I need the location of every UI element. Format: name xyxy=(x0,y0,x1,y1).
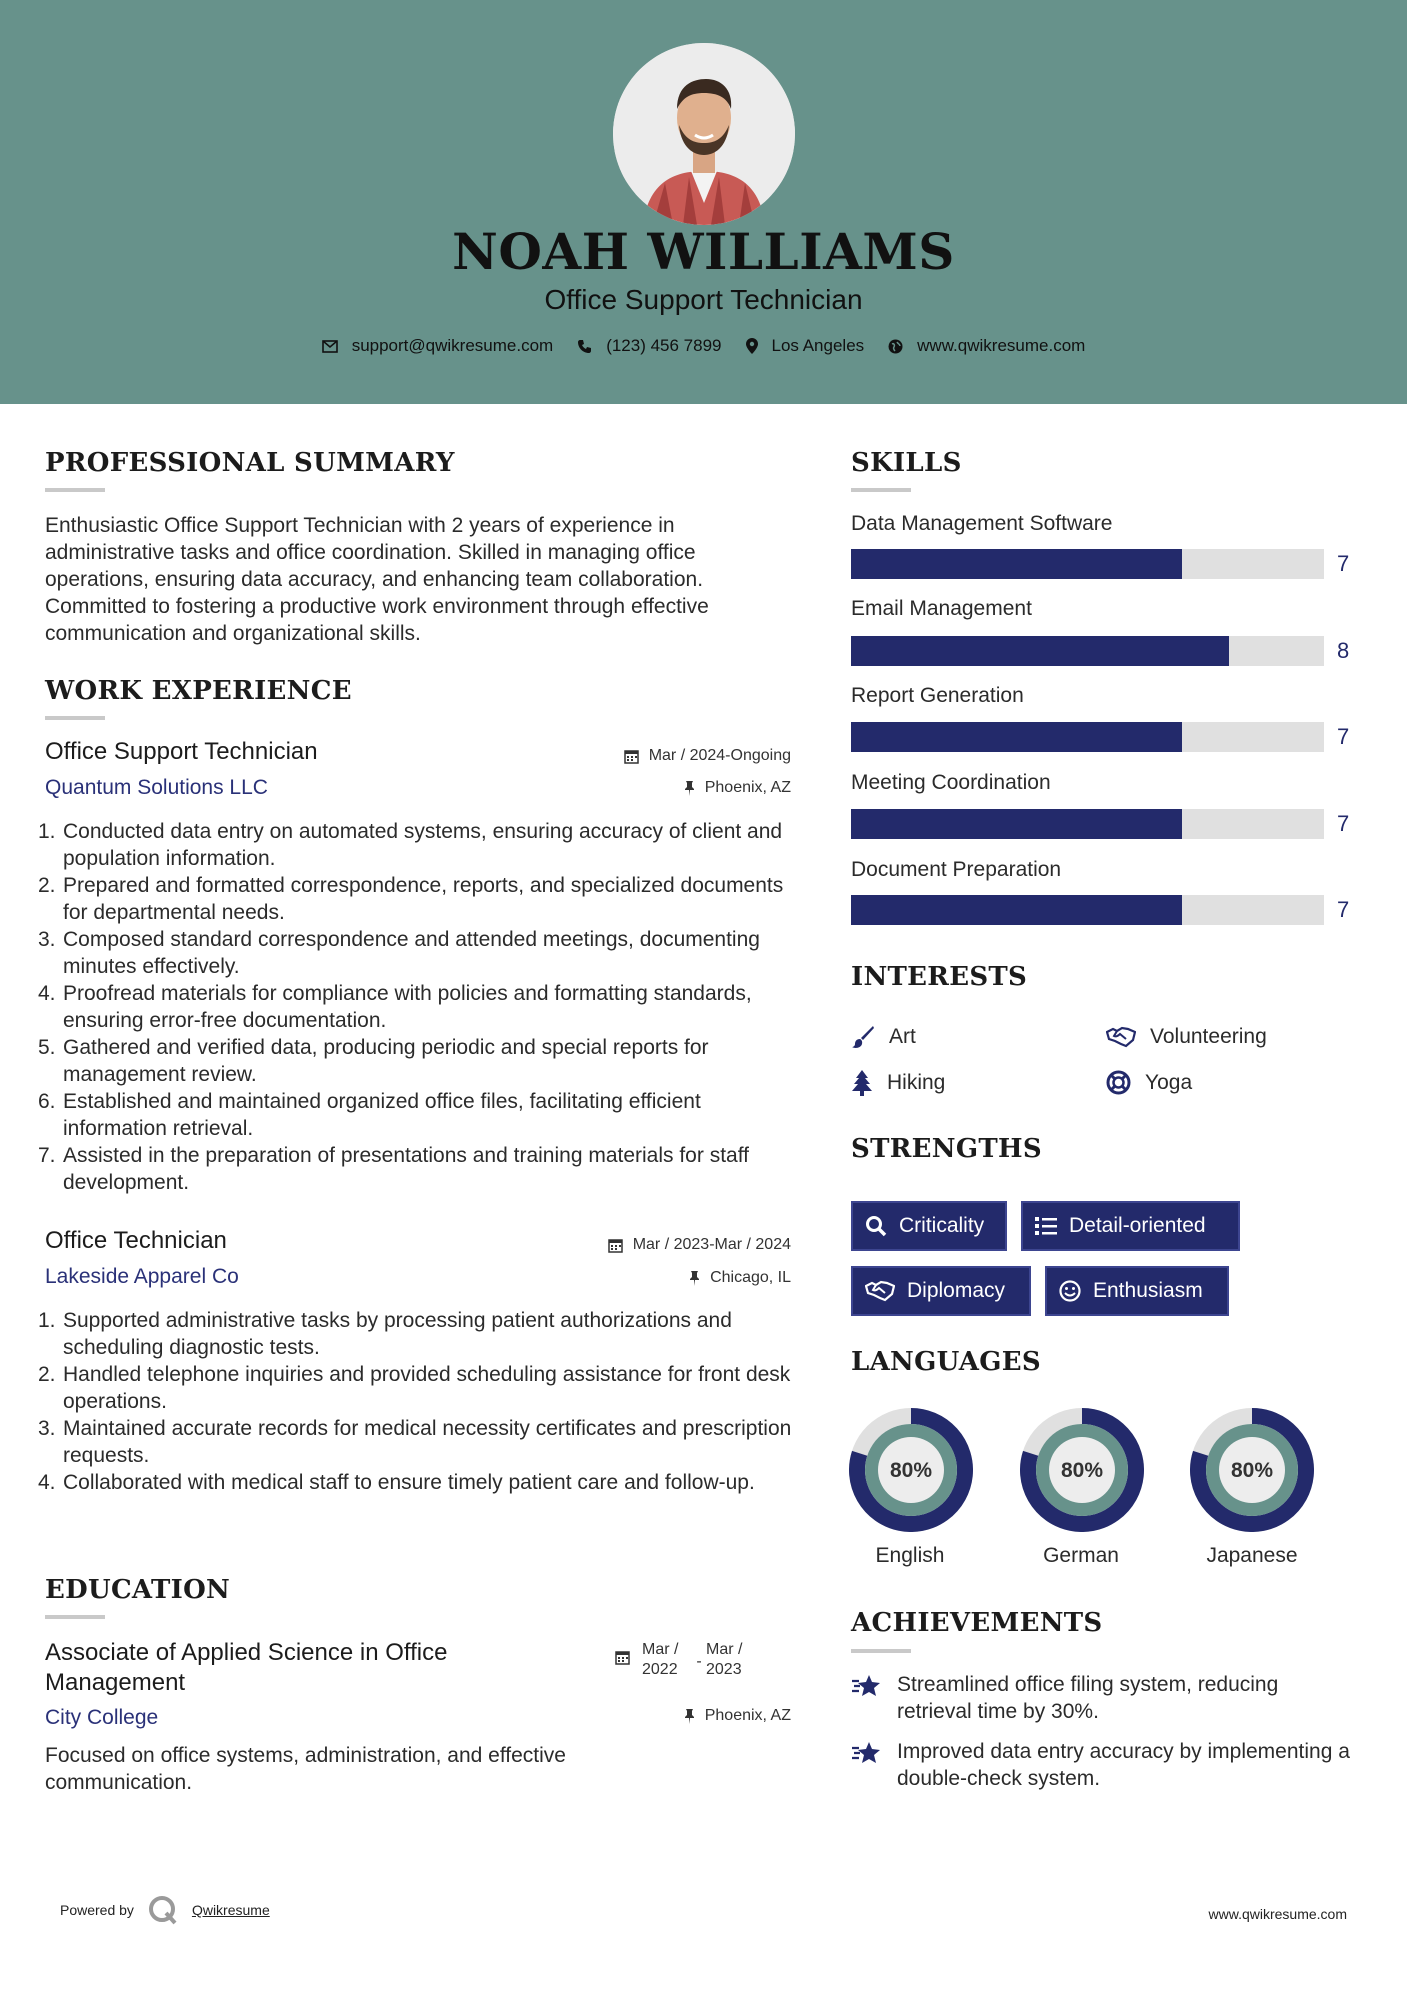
duty-text: Supported administrative tasks by processing patient authorizations and scheduling diagnostic tests. xyxy=(63,1309,732,1359)
list-item: 5. Gathered and verified data, producing periodic and special reports for management review. xyxy=(38,1036,709,1086)
website-text: www.qwikresume.com xyxy=(917,336,1086,355)
skills-divider xyxy=(851,488,911,492)
skills-heading: SKILLS xyxy=(851,448,962,478)
degree-title: Associate of Applied Science in Office Management xyxy=(45,1639,448,1696)
job-title: Office Technician xyxy=(45,1227,227,1254)
skill-bar xyxy=(851,636,1324,666)
globe-icon xyxy=(888,339,903,354)
skill-bar xyxy=(851,722,1324,752)
list-item: 1. Supported administrative tasks by processing patient authorizations and scheduling diagnostic tests. xyxy=(38,1309,732,1359)
summary-heading: PROFESSIONAL SUMMARY xyxy=(45,448,455,478)
footer-powered-by xyxy=(60,1895,270,1925)
education-location-text: Phoenix, AZ xyxy=(704,1707,791,1724)
experience-divider xyxy=(45,716,105,720)
contact-phone[interactable] xyxy=(577,336,721,356)
calendar-icon xyxy=(624,749,639,764)
job-location xyxy=(560,779,791,797)
skill-value: 7 xyxy=(1337,811,1350,836)
list-item: 3. Composed standard correspondence and attended meetings, documenting minutes effectively. xyxy=(38,928,760,978)
job-company: Quantum Solutions LLC xyxy=(45,776,268,799)
skill-bar-fill xyxy=(851,722,1182,752)
strength-label: Detail-oriented xyxy=(1069,1214,1206,1237)
achievement-item xyxy=(851,1671,1351,1725)
achievement-text: Improved data entry accuracy by implementing a double-check system. xyxy=(897,1740,1350,1790)
list-item: 3. Maintained accurate records for medical necessity certificates and prescription requests. xyxy=(38,1417,792,1467)
contact-website[interactable] xyxy=(888,336,1085,356)
skill-bar-fill xyxy=(851,895,1182,925)
job-duties-list xyxy=(38,1307,798,1496)
experience-heading: WORK EXPERIENCE xyxy=(45,676,352,706)
qwikresume-logo-icon xyxy=(148,1895,178,1925)
interest-item xyxy=(1106,1070,1192,1095)
job-location xyxy=(560,1269,791,1287)
language-name: Japanese xyxy=(1206,1544,1298,1567)
pushpin-icon xyxy=(689,1271,700,1286)
duty-text: Gathered and verified data, producing periodic and special reports for management review. xyxy=(63,1036,709,1086)
skill-bar xyxy=(851,549,1324,579)
language-name: German xyxy=(1043,1544,1119,1567)
skill-label: Email Management xyxy=(851,597,1032,620)
map-pin-icon xyxy=(746,338,758,354)
languages-heading: LANGUAGES xyxy=(851,1347,1041,1377)
skill-label: Report Generation xyxy=(851,684,1024,707)
job-location-text: Chicago, IL xyxy=(710,1269,791,1286)
phone-icon xyxy=(577,339,592,354)
list-item: 4. Collaborated with medical staff to ensure timely patient care and follow-up. xyxy=(38,1471,755,1494)
skill-label: Document Preparation xyxy=(851,858,1062,881)
interest-label: Yoga xyxy=(1145,1070,1193,1094)
list-item: 4. Proofread materials for compliance with policies and formatting standards, ensuring error-free documentation. xyxy=(38,982,752,1032)
contact-location xyxy=(746,336,865,356)
candidate-role: Office Support Technician xyxy=(544,284,863,315)
pushpin-icon xyxy=(684,781,695,796)
skill-value: 8 xyxy=(1337,638,1350,663)
list-item: 1. Conducted data entry on automated systems, ensuring accuracy of client and population information. xyxy=(38,820,783,870)
interest-item xyxy=(1106,1025,1267,1049)
calendar-icon xyxy=(608,1238,623,1253)
gauge-percent: 80% xyxy=(889,1459,933,1482)
skill-bar xyxy=(851,809,1324,839)
smile-icon xyxy=(1059,1280,1081,1302)
list-icon xyxy=(1035,1216,1057,1236)
profile-photo xyxy=(613,43,795,225)
language-gauge xyxy=(1190,1408,1314,1532)
search-icon xyxy=(865,1215,887,1237)
education-location xyxy=(560,1707,791,1725)
skill-value: 7 xyxy=(1337,551,1350,576)
email-text: support@qwikresume.com xyxy=(351,336,554,355)
interests-heading: INTERESTS xyxy=(851,962,1028,992)
star-award-icon xyxy=(851,1740,883,1766)
interest-item xyxy=(851,1025,916,1049)
calendar-icon xyxy=(615,1650,630,1665)
list-item: 2. Handled telephone inquiries and provided scheduling assistance for front desk operations. xyxy=(38,1363,791,1413)
gauge-percent: 80% xyxy=(1230,1459,1274,1482)
resume-header xyxy=(0,0,1407,404)
pushpin-icon xyxy=(684,1709,695,1724)
education-description: Focused on office systems, administration, and effective communication. xyxy=(45,1744,566,1794)
skill-bar-fill xyxy=(851,809,1182,839)
job-dates xyxy=(540,1236,791,1254)
skill-bar xyxy=(851,895,1324,925)
strength-tag xyxy=(1021,1201,1240,1251)
skill-bar-fill xyxy=(851,549,1182,579)
interest-item xyxy=(851,1070,945,1096)
skill-label: Data Management Software xyxy=(851,512,1113,535)
education-heading: EDUCATION xyxy=(45,1575,231,1605)
achievement-text: Streamlined office filing system, reducing retrieval time by 30%. xyxy=(897,1673,1279,1723)
duty-text: Collaborated with medical staff to ensure timely patient care and follow-up. xyxy=(63,1471,755,1494)
brand-link[interactable]: Qwikresume xyxy=(191,1902,270,1918)
job-duties-list xyxy=(38,818,798,1196)
contact-bar xyxy=(0,336,1407,356)
interest-label: Volunteering xyxy=(1150,1025,1267,1048)
summary-text: Enthusiastic Office Support Technician with 2 years of experience in administrative tasks and office coordination. Skilled in managing office operations, ensuring data accuracy, and enhancing team collaboration. Committed to fostering a productive work environment through effective communication and organizational skills. xyxy=(45,514,709,645)
list-item: 6. Established and maintained organized office files, facilitating efficient information retrieval. xyxy=(38,1090,701,1140)
location-text: Los Angeles xyxy=(771,336,865,355)
language-name: English xyxy=(875,1544,945,1567)
duty-text: Prepared and formatted correspondence, reports, and specialized documents for departmental needs. xyxy=(63,874,784,924)
education-divider xyxy=(45,1615,105,1619)
list-item: 7. Assisted in the preparation of presentations and training materials for staff development. xyxy=(38,1144,749,1194)
handshake-icon xyxy=(1106,1026,1136,1048)
envelope-icon xyxy=(322,340,338,353)
powered-by-text: Powered by xyxy=(60,1902,134,1918)
duty-text: Handled telephone inquiries and provided scheduling assistance for front desk operations. xyxy=(63,1363,791,1413)
job-company: Lakeside Apparel Co xyxy=(45,1265,239,1288)
phone-text: (123) 456 7899 xyxy=(606,336,722,355)
strength-label: Enthusiasm xyxy=(1093,1279,1203,1302)
job-location-text: Phoenix, AZ xyxy=(704,779,791,796)
job-dates xyxy=(560,747,791,765)
strength-tag xyxy=(851,1266,1031,1316)
job-dates-text: Mar / 2023-Mar / 2024 xyxy=(632,1236,791,1253)
duty-text: Conducted data entry on automated systems, ensuring accuracy of client and population information. xyxy=(63,820,783,870)
job-dates-text: Mar / 2024-Ongoing xyxy=(648,747,791,764)
lifebuoy-icon xyxy=(1106,1070,1131,1095)
interest-label: Art xyxy=(889,1025,916,1048)
strengths-heading: STRENGTHS xyxy=(851,1134,1042,1164)
duty-text: Established and maintained organized office files, facilitating efficient information retrieval. xyxy=(63,1090,701,1140)
star-award-icon xyxy=(851,1673,883,1699)
language-gauge xyxy=(849,1408,973,1532)
achievement-item xyxy=(851,1738,1351,1792)
language-gauge xyxy=(1020,1408,1144,1532)
skill-value: 7 xyxy=(1337,724,1350,749)
interest-label: Hiking xyxy=(887,1071,946,1094)
skill-label: Meeting Coordination xyxy=(851,771,1051,794)
list-item: 2. Prepared and formatted correspondence, reports, and specialized documents for departmental needs. xyxy=(38,874,784,924)
candidate-name: NOAH WILLIAMS xyxy=(452,222,955,281)
paintbrush-icon xyxy=(851,1025,875,1049)
footer-website[interactable]: www.qwikresume.com xyxy=(1208,1906,1347,1922)
duty-text: Composed standard correspondence and attended meetings, documenting minutes effectively. xyxy=(63,928,760,978)
achievements-heading: ACHIEVEMENTS xyxy=(851,1608,1103,1638)
contact-email[interactable] xyxy=(322,336,554,356)
strength-tag xyxy=(1045,1266,1229,1316)
strength-label: Diplomacy xyxy=(907,1279,1006,1302)
skill-bar-fill xyxy=(851,636,1229,666)
education-start: Mar / 2022 xyxy=(642,1641,679,1678)
achievements-divider xyxy=(851,1649,911,1653)
skill-value: 7 xyxy=(1337,897,1350,922)
date-separator: - xyxy=(696,1653,702,1670)
duty-text: Maintained accurate records for medical necessity certificates and prescription requests. xyxy=(63,1417,792,1467)
summary-divider xyxy=(45,488,105,492)
education-dates xyxy=(615,1640,756,1684)
duty-text: Assisted in the preparation of presentations and training materials for staff development. xyxy=(63,1144,749,1194)
job-title: Office Support Technician xyxy=(45,738,318,765)
strength-label: Criticality xyxy=(899,1214,985,1237)
duty-text: Proofread materials for compliance with policies and formatting standards, ensuring error-free documentation. xyxy=(63,982,752,1032)
strength-tag xyxy=(851,1201,1007,1251)
handshake-icon xyxy=(865,1280,895,1302)
school-name: City College xyxy=(45,1706,159,1729)
gauge-percent: 80% xyxy=(1060,1459,1104,1482)
tree-icon xyxy=(851,1070,873,1096)
education-end: Mar / 2023 xyxy=(706,1641,743,1678)
